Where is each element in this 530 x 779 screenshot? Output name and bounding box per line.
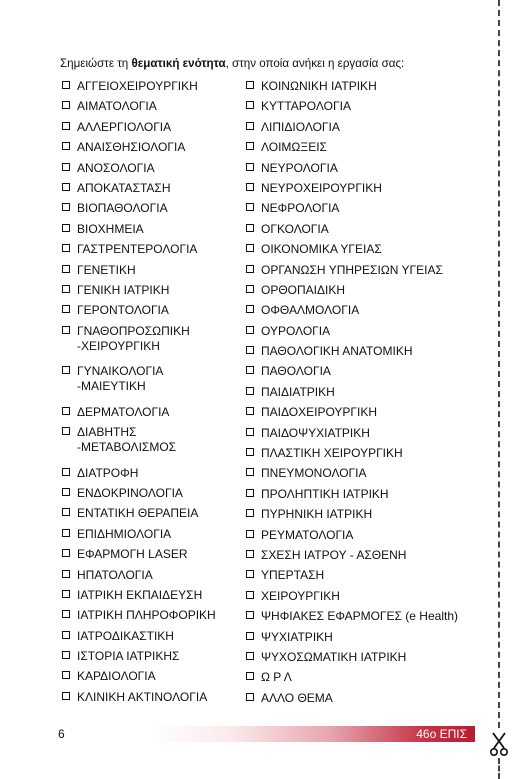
topic-label: ΟΙΚΟΝΟΜΙΚΑ ΥΓΕΙΑΣ <box>261 242 382 257</box>
topic-label: ΨΥΧΟΣΩΜΑΤΙΚΗ ΙΑΤΡΙΚΗ <box>261 649 407 664</box>
topic-label: ΓΕΡΟΝΤΟΛΟΓΙΑ <box>77 303 169 318</box>
topic-label: ΑΓΓΕΙΟΧΕΙΡΟΥΡΓΙΚΗ <box>77 79 198 93</box>
topic-option[interactable] <box>246 507 491 522</box>
topic-label: ΕΝΔΟΚΡΙΝΟΛΟΓΙΑ <box>77 485 183 500</box>
topic-option[interactable] <box>62 79 242 94</box>
checkbox[interactable] <box>246 530 254 538</box>
topic-option[interactable] <box>62 649 242 664</box>
instruction-bold: θεματική ενότητα <box>131 57 226 70</box>
topic-option[interactable] <box>246 364 491 379</box>
topic-label: ΟΓΚΟΛΟΓΙΑ <box>261 221 329 236</box>
topic-option[interactable] <box>246 385 491 400</box>
topic-option[interactable] <box>62 608 242 623</box>
topic-option[interactable] <box>62 588 242 603</box>
topic-option[interactable] <box>246 242 491 257</box>
topic-label: ΠΑΙΔΟΨΥΧΙΑΤΡΙΚΗ <box>261 425 370 440</box>
topic-option[interactable] <box>62 527 242 542</box>
checkbox[interactable] <box>246 428 254 436</box>
checkbox[interactable] <box>62 407 70 415</box>
topic-label: ΠΑΙΔΙΑΤΡΙΚΗ <box>261 384 335 399</box>
topic-option[interactable] <box>246 609 491 624</box>
checkbox[interactable] <box>246 366 254 374</box>
topic-option[interactable] <box>62 506 242 521</box>
topic-option[interactable] <box>246 568 491 583</box>
topic-label: ΨΗΦΙΑΚΕΣ ΕΦΑΡΜΟΓΕΣ (e Health) <box>261 609 458 624</box>
topic-option[interactable] <box>246 630 491 645</box>
topic-option[interactable] <box>246 324 491 339</box>
checkbox[interactable] <box>62 244 70 252</box>
topic-option[interactable] <box>246 487 491 502</box>
topic-option[interactable] <box>62 425 242 455</box>
checkbox[interactable] <box>246 591 254 599</box>
checkbox[interactable] <box>62 549 70 557</box>
checkbox[interactable] <box>62 468 70 476</box>
checkbox[interactable] <box>246 285 254 293</box>
checkbox[interactable] <box>62 590 70 598</box>
topic-option[interactable] <box>62 568 242 583</box>
checkbox[interactable] <box>246 550 254 558</box>
topic-label: ΙΑΤΡΙΚΗ ΕΚΠΑΙΔΕΥΣΗ <box>77 587 203 602</box>
topic-option[interactable] <box>246 120 491 135</box>
topic-label: ΙΑΤΡΙΚΗ ΠΛΗΡΟΦΟΡΙΚΗ <box>77 608 216 623</box>
topic-option[interactable] <box>246 140 491 155</box>
topic-label-continued: -ΜΕΤΑΒΟΛΙΣΜΟΣ <box>77 440 177 455</box>
checkbox[interactable] <box>62 488 70 496</box>
topic-option[interactable] <box>246 303 491 318</box>
topic-label: ΨΥΧΙΑΤΡΙΚΗ <box>261 629 333 644</box>
checkbox[interactable] <box>246 122 254 130</box>
topic-option[interactable] <box>62 263 242 278</box>
topic-option[interactable] <box>246 650 491 665</box>
topic-label: ΚΑΡΔΙΟΛΟΓΙΑ <box>77 669 156 684</box>
checkbox[interactable] <box>62 142 70 150</box>
topic-label: ΟΡΓΑΝΩΣΗ ΥΠΗΡΕΣΙΩΝ ΥΓΕΙΑΣ <box>261 262 443 277</box>
topic-option[interactable] <box>62 547 242 562</box>
topics-column-left <box>62 79 242 710</box>
checkbox[interactable] <box>62 427 70 435</box>
topic-option[interactable] <box>62 99 242 114</box>
checkbox[interactable] <box>62 265 70 273</box>
topic-label: ΓΕΝΕΤΙΚΗ <box>77 262 136 277</box>
topic-option[interactable] <box>62 669 242 684</box>
cut-line <box>498 0 500 728</box>
topic-label: ΚΛΙΝΙΚΗ ΑΚΤΙΝΟΛΟΓΙΑ <box>77 689 208 704</box>
checkbox[interactable] <box>246 387 254 395</box>
topic-option[interactable] <box>246 161 491 176</box>
checkbox[interactable] <box>246 652 254 660</box>
topic-label: ΝΕΥΡΟΛΟΓΙΑ <box>261 160 338 175</box>
topic-option[interactable] <box>62 364 242 394</box>
topic-label: ΡΕΥΜΑΤΟΛΟΓΙΑ <box>261 527 354 542</box>
checkbox[interactable] <box>62 203 70 211</box>
topic-label: ΑΝΑΙΣΘΗΣΙΟΛΟΓΙΑ <box>77 140 186 155</box>
topic-label: Ω Ρ Λ <box>261 670 292 685</box>
instruction-suffix: , στην οποία ανήκει η εργασία σας: <box>225 57 405 70</box>
topic-label-continued: -ΜΑΙΕΥΤΙΚΗ <box>77 379 146 394</box>
footer-label: 46ο ΕΠΙΣ <box>416 727 467 741</box>
topic-label: ΣΧΕΣΗ ΙΑΤΡΟΥ - ΑΣΘΕΝΗ <box>261 547 407 562</box>
topic-option[interactable] <box>246 181 491 196</box>
topics-column-right <box>246 79 491 711</box>
checkbox[interactable] <box>246 693 254 701</box>
topic-option[interactable] <box>62 181 242 196</box>
topic-option[interactable] <box>62 283 242 298</box>
topic-label: ΓΥΝΑΙΚΟΛΟΓΙΑ <box>77 364 164 379</box>
topic-option[interactable] <box>62 466 242 481</box>
topic-label: ΛΙΠΙΔΙΟΛΟΓΙΑ <box>261 119 340 134</box>
topic-label: ΕΠΙΔΗΜΙΟΛΟΓΙΑ <box>77 526 172 541</box>
checkbox[interactable] <box>246 142 254 150</box>
checkbox[interactable] <box>246 489 254 497</box>
checkbox[interactable] <box>246 632 254 640</box>
topic-option[interactable] <box>62 405 242 420</box>
topic-option[interactable] <box>246 201 491 216</box>
topic-label: ΓΑΣΤΡΕΝΤΕΡΟΛΟΓΙΑ <box>77 242 198 257</box>
checkbox[interactable] <box>62 508 70 516</box>
checkbox[interactable] <box>62 671 70 679</box>
topic-label: ΕΦΑΡΜΟΓΗ LASER <box>77 547 188 562</box>
topic-label: ΚΥΤΤΑΡΟΛΟΓΙΑ <box>261 99 351 114</box>
topic-label: ΝΕΦΡΟΛΟΓΙΑ <box>261 201 340 216</box>
checkbox[interactable] <box>246 244 254 252</box>
topic-label: ΑΙΜΑΤΟΛΟΓΙΑ <box>77 99 157 114</box>
checkbox[interactable] <box>62 570 70 578</box>
topic-option[interactable] <box>62 140 242 155</box>
checkbox[interactable] <box>62 610 70 618</box>
topic-label: ΚΟΙΝΩΝΙΚΗ ΙΑΤΡΙΚΗ <box>261 79 377 93</box>
topic-option[interactable] <box>246 691 491 706</box>
topic-label: ΒΙΟΧΗΜΕΙΑ <box>77 221 144 236</box>
checkbox[interactable] <box>246 468 254 476</box>
scissors-icon <box>489 731 509 757</box>
topic-option[interactable] <box>246 99 491 114</box>
checkbox[interactable] <box>246 611 254 619</box>
topic-label: ΒΙΟΠΑΘΟΛΟΓΙΑ <box>77 201 168 216</box>
topic-option[interactable] <box>246 344 491 359</box>
topic-option[interactable] <box>62 201 242 216</box>
topic-label: ΥΠΕΡΤΑΣΗ <box>261 568 325 583</box>
checkbox[interactable] <box>62 163 70 171</box>
checkbox[interactable] <box>246 448 254 456</box>
topic-option[interactable] <box>62 303 242 318</box>
topic-label: ΑΛΛΕΡΓΙΟΛΟΓΙΑ <box>77 119 172 134</box>
topic-option[interactable] <box>62 222 242 237</box>
checkbox[interactable] <box>246 265 254 273</box>
topic-label: ΑΝΟΣΟΛΟΓΙΑ <box>77 160 155 175</box>
topic-option[interactable] <box>62 629 242 644</box>
topic-option[interactable] <box>246 670 491 685</box>
topic-option[interactable] <box>246 589 491 604</box>
topic-label: ΠΑΘΟΛΟΓΙΑ <box>261 364 331 379</box>
topic-option[interactable] <box>246 426 491 441</box>
topic-label: ΠΑΘΟΛΟΓΙΚΗ ΑΝΑΤΟΜΙΚΗ <box>261 344 413 359</box>
topic-label: ΑΛΛΟ ΘΕΜΑ <box>261 690 333 705</box>
topic-option[interactable] <box>62 242 242 257</box>
topic-label: ΕΝΤΑΤΙΚΗ ΘΕΡΑΠΕΙΑ <box>77 506 199 521</box>
topic-label: ΔΙΑΤΡΟΦΗ <box>77 465 139 480</box>
topic-option[interactable] <box>246 79 491 94</box>
topic-option[interactable] <box>246 528 491 543</box>
checkbox[interactable] <box>62 631 70 639</box>
topic-label: ΔΙΑΒΗΤΗΣ <box>77 425 137 440</box>
checkbox[interactable] <box>246 570 254 578</box>
topic-label: ΠΥΡΗΝΙΚΗ ΙΑΤΡΙΚΗ <box>261 507 373 522</box>
checkbox[interactable] <box>246 346 254 354</box>
topic-option[interactable] <box>246 548 491 563</box>
topic-label: ΛΟΙΜΩΞΕΙΣ <box>261 140 327 155</box>
topic-label: ΗΠΑΤΟΛΟΓΙΑ <box>77 567 153 582</box>
checkbox[interactable] <box>62 224 70 232</box>
checkbox[interactable] <box>62 529 70 537</box>
instruction-prefix: Σημειώστε τη <box>60 57 132 70</box>
topic-option[interactable] <box>62 324 242 354</box>
topic-option[interactable] <box>62 486 242 501</box>
topic-option[interactable] <box>246 405 491 420</box>
checkbox[interactable] <box>62 285 70 293</box>
checkbox[interactable] <box>246 326 254 334</box>
topic-option[interactable] <box>246 222 491 237</box>
checkbox[interactable] <box>62 81 70 89</box>
checkbox[interactable] <box>246 509 254 517</box>
topic-label: ΑΠΟΚΑΤΑΣΤΑΣΗ <box>77 180 171 195</box>
checkbox[interactable] <box>246 305 254 313</box>
topic-option[interactable] <box>246 446 491 461</box>
checkbox[interactable] <box>246 224 254 232</box>
topic-option[interactable] <box>246 283 491 298</box>
topic-label: ΓΕΝΙΚΗ ΙΑΤΡΙΚΗ <box>77 282 170 297</box>
topic-label: ΟΡΘΟΠΑΙΔΙΚΗ <box>261 282 346 297</box>
checkbox[interactable] <box>246 163 254 171</box>
topic-option[interactable] <box>62 690 242 705</box>
topic-label: ΠΑΙΔΟΧΕΙΡΟΥΡΓΙΚΗ <box>261 405 378 420</box>
cut-line-lower <box>498 758 500 779</box>
instruction-text <box>60 57 490 70</box>
topic-label: ΝΕΥΡΟΧΕΙΡΟΥΡΓΙΚΗ <box>261 180 382 195</box>
topic-label: ΓΝΑΘΟΠΡΟΣΩΠΙΚΗ <box>77 323 190 338</box>
checkbox[interactable] <box>62 366 70 374</box>
topic-label: ΟΦΘΑΛΜΟΛΟΓΙΑ <box>261 303 360 318</box>
checkbox[interactable] <box>62 101 70 109</box>
checkbox[interactable] <box>246 203 254 211</box>
topic-label: ΠΡΟΛΗΠΤΙΚΗ ΙΑΤΡΙΚΗ <box>261 486 389 501</box>
topic-option[interactable] <box>246 263 491 278</box>
topic-label: ΟΥΡΟΛΟΓΙΑ <box>261 323 331 338</box>
checkbox[interactable] <box>246 183 254 191</box>
topic-option[interactable] <box>246 466 491 481</box>
checkbox[interactable] <box>62 692 70 700</box>
topic-label: ΙΑΤΡΟΔΙΚΑΣΤΙΚΗ <box>77 628 174 643</box>
topic-label: ΙΣΤΟΡΙΑ ΙΑΤΡΙΚΗΣ <box>77 649 180 664</box>
page-number: 6 <box>58 727 65 741</box>
topic-label: ΠΛΑΣΤΙΚΗ ΧΕΙΡΟΥΡΓΙΚΗ <box>261 446 403 461</box>
topic-label: ΔΕΡΜΑΤΟΛΟΓΙΑ <box>77 404 170 419</box>
checkbox[interactable] <box>246 407 254 415</box>
topic-label: ΧΕΙΡΟΥΡΓΙΚΗ <box>261 588 340 603</box>
checkbox[interactable] <box>62 651 70 659</box>
checkbox[interactable] <box>62 122 70 130</box>
topic-label-continued: -ΧΕΙΡΟΥΡΓΙΚΗ <box>77 338 160 353</box>
checkbox[interactable] <box>62 326 70 334</box>
checkbox[interactable] <box>62 305 70 313</box>
topic-option[interactable] <box>62 161 242 176</box>
checkbox[interactable] <box>246 101 254 109</box>
checkbox[interactable] <box>246 672 254 680</box>
checkbox[interactable] <box>246 81 254 89</box>
checkbox[interactable] <box>62 183 70 191</box>
topic-label: ΠΝΕΥΜΟΝΟΛΟΓΙΑ <box>261 466 367 481</box>
topic-option[interactable] <box>62 120 242 135</box>
